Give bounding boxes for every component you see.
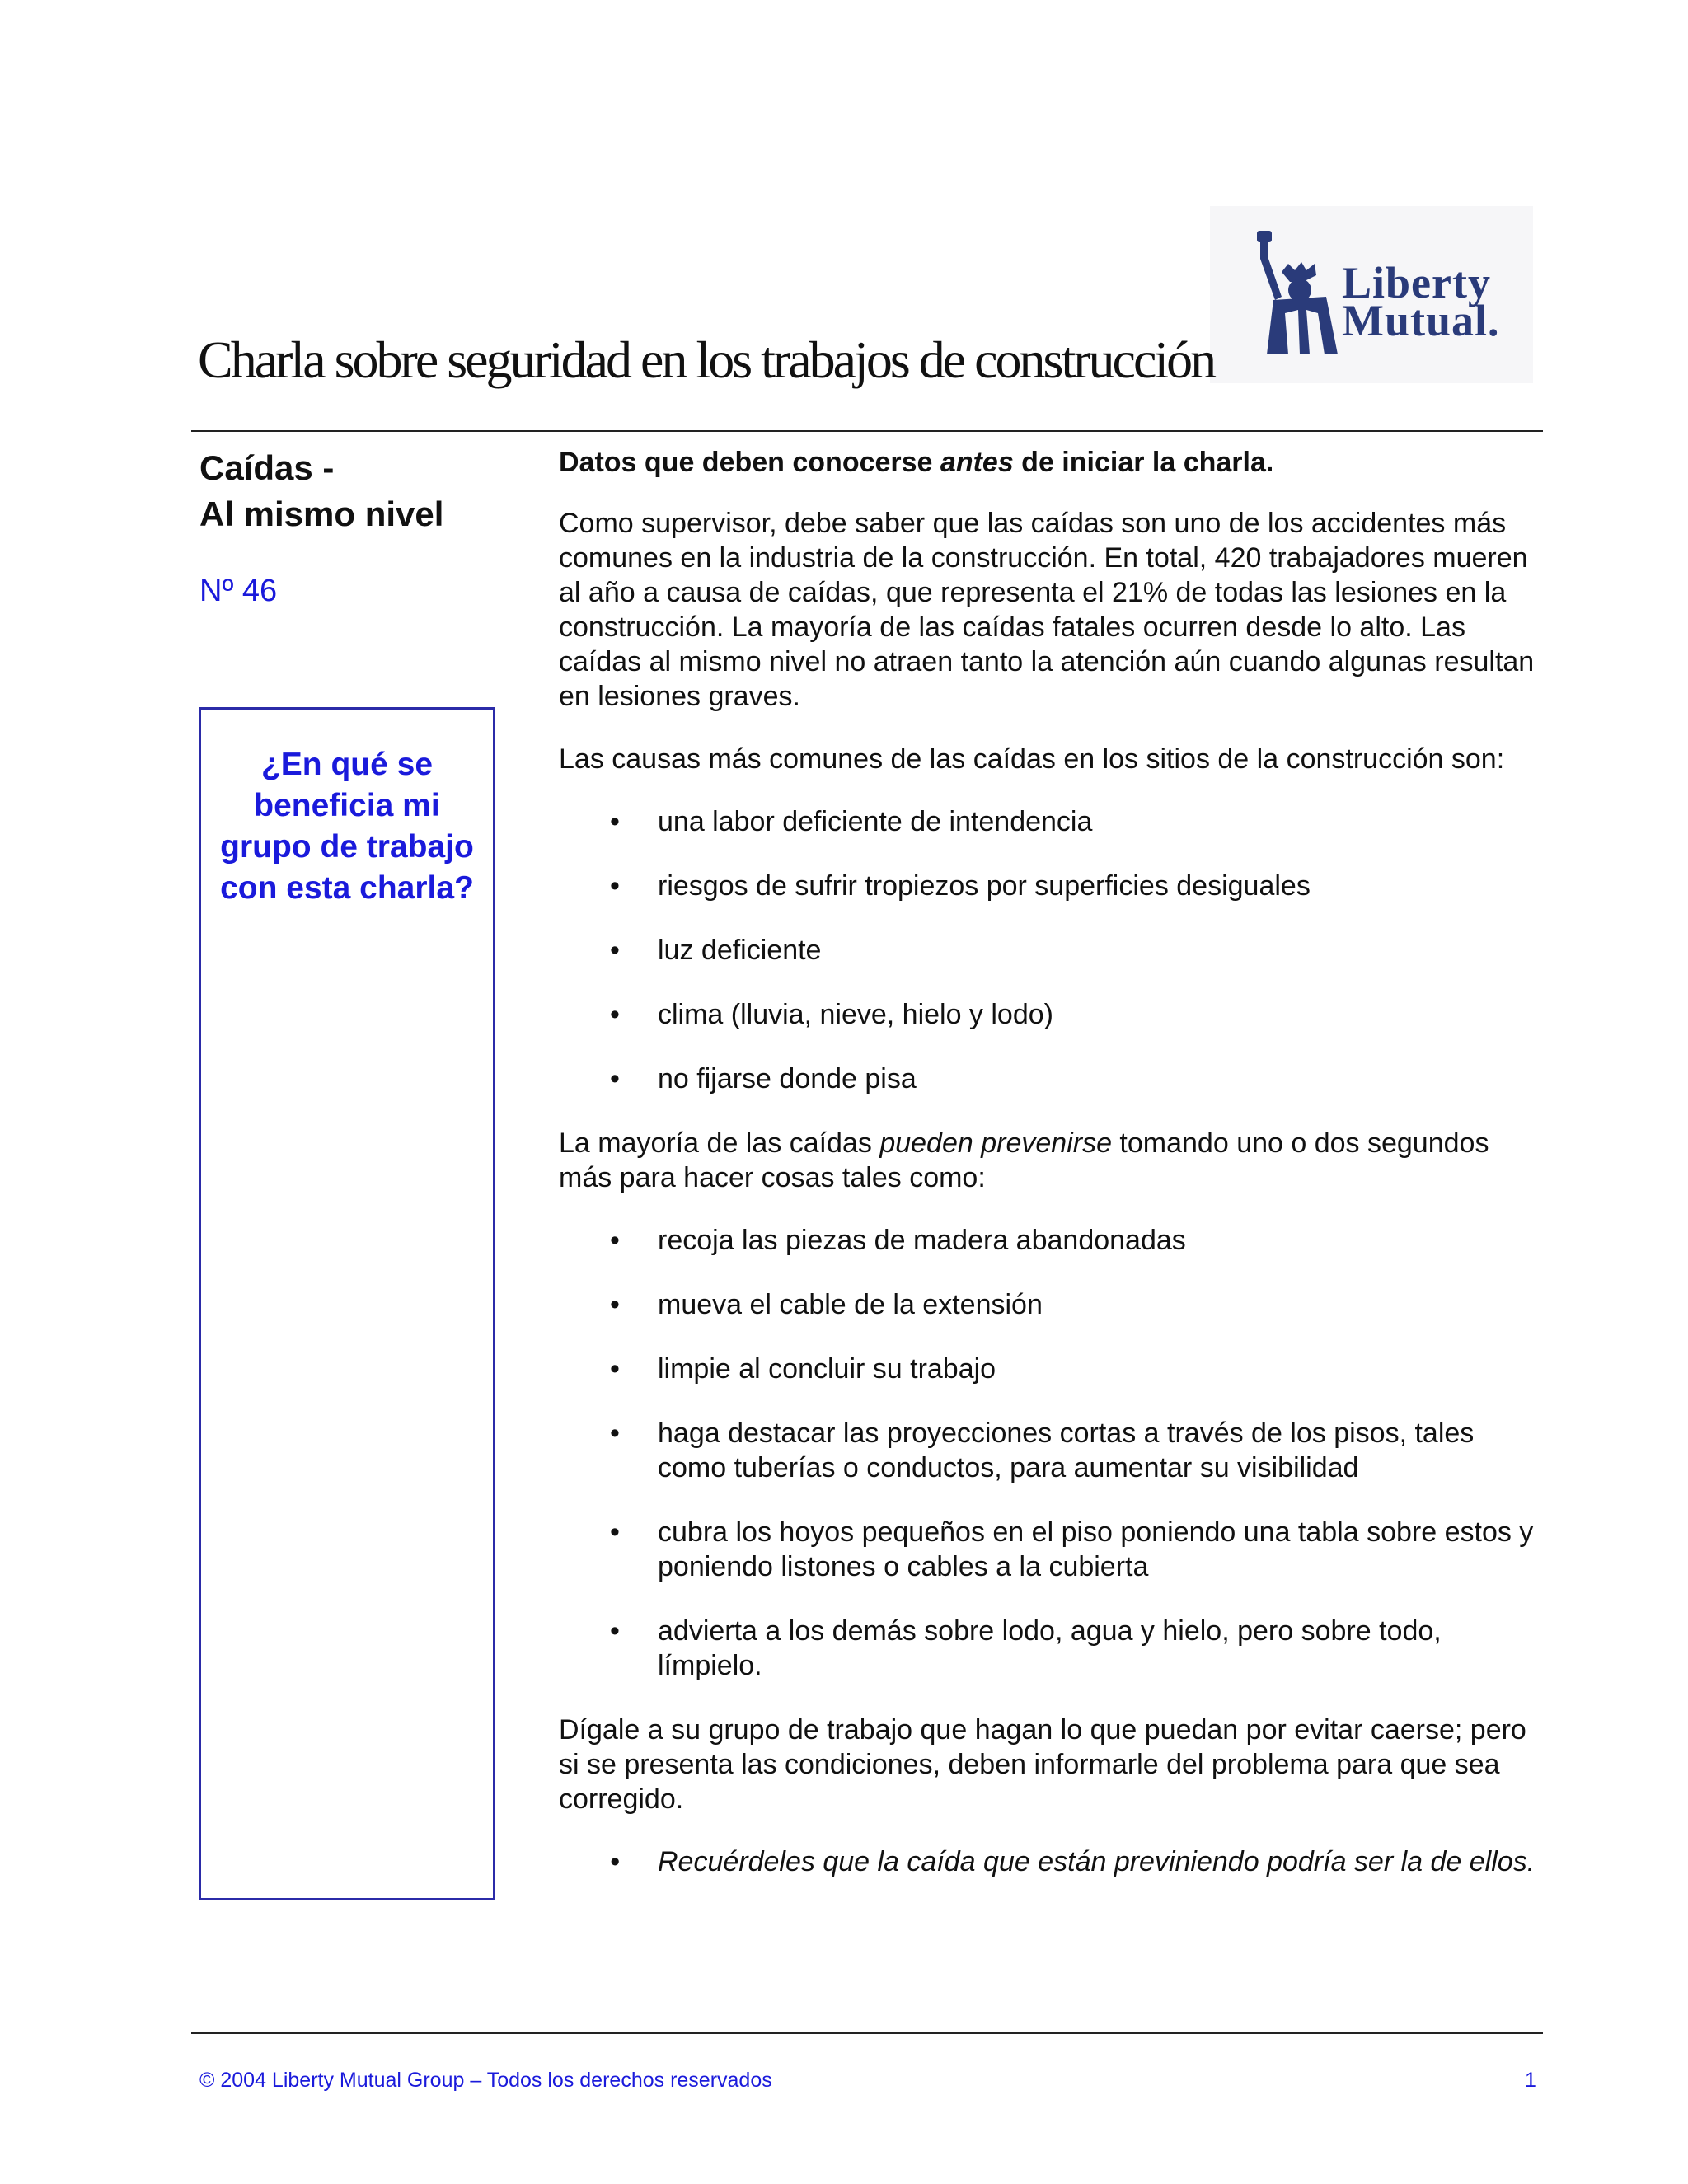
- footer-divider: [191, 2032, 1543, 2034]
- document-title: Charla sobre seguridad en los trabajos de construcción: [198, 330, 1215, 389]
- bullet-icon: •: [610, 1289, 620, 1320]
- bullet-icon: •: [610, 1516, 620, 1548]
- list-item-text: cubra los hoyos pequeños en el piso poniendo una tabla sobre estos y poniendo listones o cables a la cubierta: [658, 1516, 1534, 1582]
- causes-list: [559, 804, 1543, 1096]
- list-item-text: recoja las piezas de madera abandonadas: [658, 1225, 1186, 1256]
- list-item-text: clima (lluvia, nieve, hielo y lodo): [658, 999, 1053, 1030]
- list-item-text: advierta a los demás sobre lodo, agua y hielo, pero sobre todo, límpielo.: [658, 1615, 1442, 1681]
- list-item: [559, 1062, 1543, 1096]
- bullet-icon: •: [610, 999, 620, 1030]
- list-item: [559, 1223, 1543, 1258]
- talk-number: Nº 46: [199, 574, 278, 608]
- list-item: [559, 997, 1543, 1032]
- logo-line-1: Liberty: [1342, 258, 1491, 307]
- lead-emphasis: antes: [940, 447, 1014, 478]
- list-item: [559, 1614, 1543, 1683]
- list-item-text: mueva el cable de la extensión: [658, 1289, 1043, 1320]
- list-item: [559, 804, 1543, 839]
- prevent-suffix: tomando uno o dos segundos más para hacer cosas tales como:: [559, 1127, 1489, 1193]
- reminder-list: [559, 1844, 1543, 1879]
- reminder-text: Recuérdeles que la caída que están previniendo podría ser la de ellos.: [658, 1846, 1536, 1877]
- list-item: [559, 1352, 1543, 1386]
- list-item-text: haga destacar las proyecciones cortas a través de los pisos, tales como tuberías o conductos, para aumentar su visibilidad: [658, 1418, 1475, 1483]
- bullet-icon: •: [610, 1846, 620, 1877]
- page-number: 1: [1525, 2069, 1536, 2092]
- benefit-question: ¿En qué se beneficia mi grupo de trabajo con esta charla?: [220, 747, 474, 906]
- main-content: [559, 445, 1543, 1909]
- list-item-text: limpie al concluir su trabajo: [658, 1353, 996, 1385]
- list-item-text: no fijarse donde pisa: [658, 1063, 917, 1094]
- prevention-paragraph: [559, 1126, 1543, 1195]
- lead-heading: [559, 445, 1543, 480]
- bullet-icon: •: [610, 806, 620, 837]
- bullet-icon: •: [610, 1418, 620, 1449]
- bullet-icon: •: [610, 1063, 620, 1094]
- list-item: [559, 1515, 1543, 1584]
- statue-of-liberty-icon: [1249, 231, 1348, 359]
- list-item: [559, 1287, 1543, 1322]
- prevent-prefix: La mayoría de las caídas: [559, 1127, 880, 1159]
- intro-paragraph: Como supervisor, debe saber que las caídas son uno de los accidentes más comunes en la industria de la construcción. En total, 420 trabajadores mueren al año a causa de caídas, que representa el 21% de todas las lesiones en la construcción. La mayoría de las caídas fatales ocurren desde lo alto. Las caídas al mismo nivel no atraen tanto la atención aún cuando algunas resultan en lesiones graves.: [559, 508, 1535, 712]
- actions-list: [559, 1223, 1543, 1683]
- list-item: [559, 933, 1543, 968]
- logo-wordmark: [1342, 258, 1500, 345]
- list-item-text: luz deficiente: [658, 935, 822, 966]
- list-item-text: una labor deficiente de intendencia: [658, 806, 1093, 837]
- list-item-text: riesgos de sufrir tropiezos por superficies desiguales: [658, 870, 1311, 902]
- bullet-icon: •: [610, 870, 620, 902]
- footer-copyright: © 2004 Liberty Mutual Group – Todos los derechos reservados: [199, 2069, 772, 2092]
- topic-line-2: Al mismo nivel: [199, 494, 444, 533]
- header-divider: [191, 430, 1543, 432]
- closing-paragraph: Dígale a su grupo de trabajo que hagan lo que puedan por evitar caerse; pero si se presenta las condiciones, deben informarle del problema para que sea corregido.: [559, 1714, 1526, 1815]
- causes-intro: Las causas más comunes de las caídas en los sitios de la construcción son:: [559, 743, 1505, 775]
- benefit-box: [199, 707, 495, 1900]
- bullet-icon: •: [610, 1353, 620, 1385]
- lead-suffix: de iniciar la charla.: [1013, 447, 1274, 478]
- logo-line-2: Mutual.: [1342, 296, 1500, 345]
- list-item: [559, 869, 1543, 903]
- bullet-icon: •: [610, 935, 620, 966]
- list-item: [559, 1416, 1543, 1485]
- lead-prefix: Datos que deben conocerse: [559, 447, 940, 478]
- bullet-icon: •: [610, 1225, 620, 1256]
- prevent-emphasis: pueden prevenirse: [879, 1127, 1112, 1159]
- topic-line-1: Caídas -: [199, 448, 335, 487]
- list-item: [559, 1844, 1543, 1879]
- bullet-icon: •: [610, 1615, 620, 1647]
- topic-heading: [199, 445, 443, 537]
